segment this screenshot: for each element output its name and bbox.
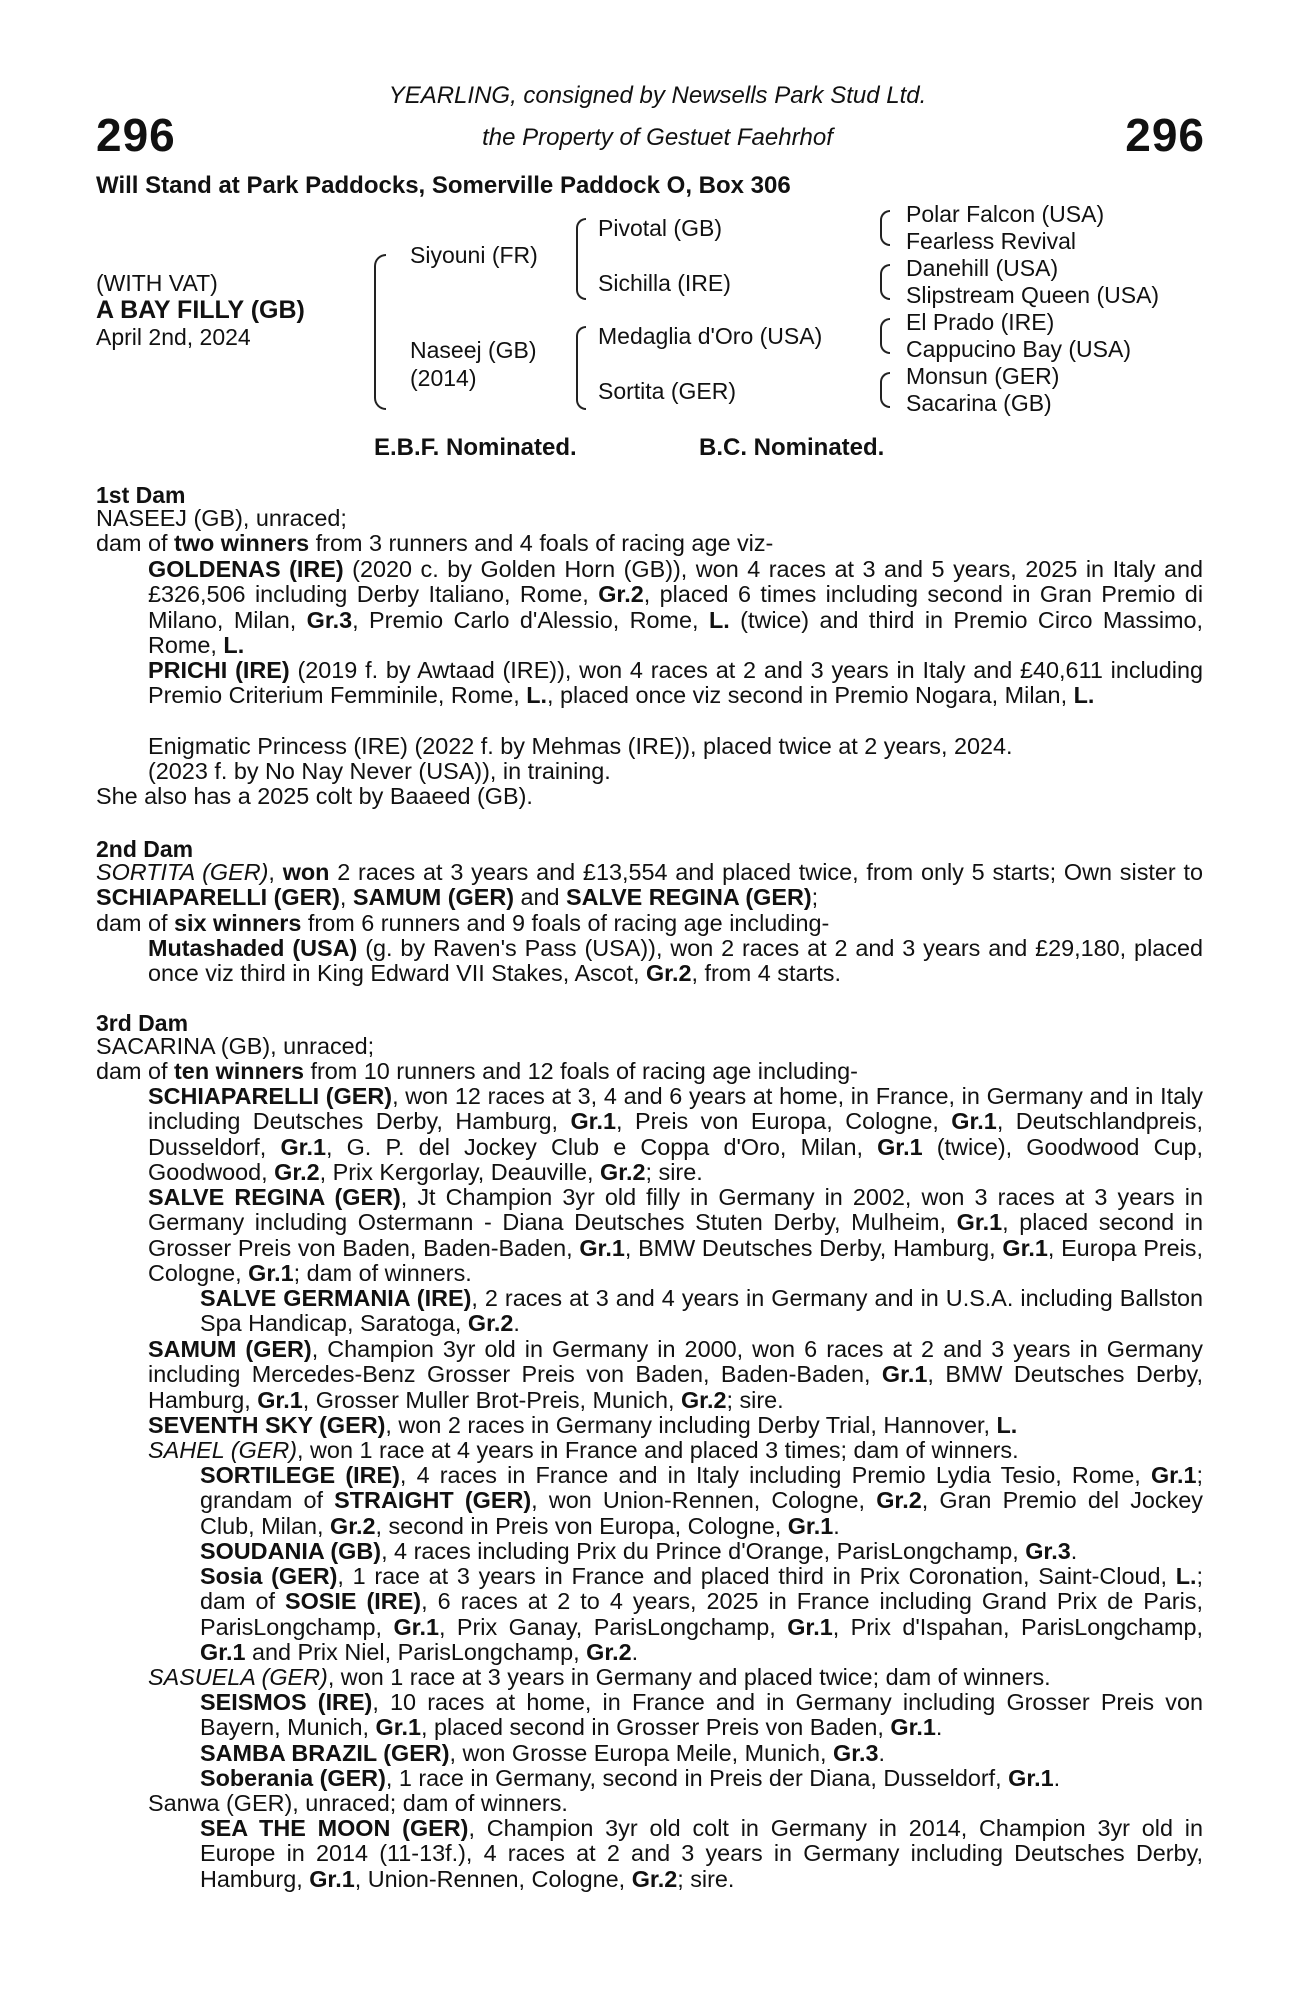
pedigree-brace-main <box>374 254 386 410</box>
horse-name: A BAY FILLY (GB) <box>96 296 305 324</box>
pedigree-sire: Siyouni (FR) <box>410 242 538 268</box>
seismos-entry: SEISMOS (IRE), 10 races at home, in France and in Germany including Grosser Preis von Bayern, Munich, Gr.1, placed second in Grosser Preis von Baden, Gr.1. <box>200 1689 1204 1741</box>
pedigree-g4: Slipstream Queen (USA) <box>906 282 1160 308</box>
sortilege-entry: SORTILEGE (IRE), 4 races in France and in Italy including Premio Lydia Tesio, Rome, Gr.1; grandam of STRAIGHT (GER), won Union-Rennen, Cologne, Gr.2, Gran Premio del Jockey Club, Milan, Gr.2, second in Preis von Europa, Cologne, Gr.1. <box>200 1462 1204 1539</box>
salve-regina-entry: SALVE REGINA (GER), Jt Champion 3yr old filly in Germany in 2002, won 3 races at 3 years in Germany including Ostermann - Diana Deutsches Stuten Derby, Mulheim, Gr.1, placed second in Grosser Preis von Baden, Baden-Baden, Gr.1, BMW Deutsches Derby, Hamburg, Gr.1, Europa Preis, Cologne, Gr.1; dam of winners. <box>148 1184 1203 1286</box>
pedigree-g8: Sacarina (GB) <box>906 390 1052 416</box>
sosia-entry: Sosia (GER), 1 race at 3 years in France and placed third in Prix Coronation, Saint-Cloud, L.; dam of SOSIE (IRE), 6 races at 2 to 4 years, 2025 in France including Grand Prix de Paris, ParisLongchamp, Gr.1, Prix Ganay, ParisLongchamp, Gr.1, Prix d'Ispahan, ParisLongchamp, Gr.1 and Prix Niel, ParisLongchamp, Gr.2. <box>200 1563 1203 1665</box>
pedigree-brace-g1 <box>880 210 890 246</box>
enigmatic-entry: Enigmatic Princess (IRE) (2022 f. by Mehmas (IRE)), placed twice at 2 years, 2024. <box>148 733 1013 759</box>
first-dam-name: NASEEJ (GB), unraced; <box>96 505 347 531</box>
goldenas-entry: GOLDENAS (IRE) (2020 c. by Golden Horn (GB)), won 4 races at 3 and 5 years, 2025 in Italy and £326,506 including Derby Italiano, Rome, Gr.2, placed 6 times including second in Gran Premio di Milano, Milan, Gr.3, Premio Carlo d'Alessio, Rome, L. (twice) and third in Premio Circo Massimo, Rome, L. <box>148 556 1204 658</box>
pedigree-brace-g2 <box>880 264 890 300</box>
third-dam-name: SACARINA (GB), unraced; <box>96 1033 375 1059</box>
schiaparelli-entry: SCHIAPARELLI (GER), won 12 races at 3, 4 and 6 years at home, in France, in Germany and in Italy including Deutsches Derby, Hamburg, Gr.1, Preis von Europa, Cologne, Gr.1, Deutschlandpreis, Dusseldorf, Gr.1, G. P. del Jockey Club e Coppa d'Oro, Milan, Gr.1 (twice), Goodwood Cup, Goodwood, Gr.2, Prix Kergorlay, Deauville, Gr.2; sire. <box>148 1083 1203 1185</box>
samum-entry: SAMUM (GER), Champion 3yr old in Germany in 2000, won 6 races at 2 and 3 years in Germany including Mercedes-Benz Grosser Preis von Baden, Baden-Baden, Gr.1, BMW Deutsches Derby, Hamburg, Gr.1, Grosser Muller Brot-Preis, Munich, Gr.2; sire. <box>148 1336 1203 1413</box>
ebf-nomination: E.B.F. Nominated. <box>374 434 577 461</box>
property-line: the Property of Gestuet Faehrhof <box>482 124 833 151</box>
seventh-sky-entry: SEVENTH SKY (GER), won 2 races in Germany including Derby Trial, Hannover, L. <box>148 1412 1018 1438</box>
pedigree-g7: Monsun (GER) <box>906 363 1060 389</box>
second-dam-entry: SORTITA (GER), won 2 races at 3 years and £13,554 and placed twice, from only 5 starts; Own sister to SCHIAPARELLI (GER), SAMUM (GER) and SALVE REGINA (GER); <box>96 859 1203 911</box>
horse-dob: April 2nd, 2024 <box>96 324 251 350</box>
pedigree-dam: Naseej (GB) <box>410 337 537 363</box>
third-dam-title: 3rd Dam <box>96 1010 189 1036</box>
sahel-entry: SAHEL (GER), won 1 race at 4 years in France and placed 3 times; dam of winners. <box>148 1437 1019 1463</box>
pedigree-dam-year: (2014) <box>410 365 477 391</box>
sanwa-entry: Sanwa (GER), unraced; dam of winners. <box>148 1790 568 1816</box>
pedigree-brace-sire <box>576 218 586 300</box>
pedigree-brace-dam <box>576 326 586 410</box>
pedigree-sire-sire: Pivotal (GB) <box>598 215 722 241</box>
bc-nomination: B.C. Nominated. <box>699 434 885 461</box>
pedigree-g5: El Prado (IRE) <box>906 309 1055 335</box>
unnamed-2023-entry: (2023 f. by No Nay Never (USA)), in training. <box>148 758 611 784</box>
soberania-entry: Soberania (GER), 1 race in Germany, second in Preis der Diana, Dusseldorf, Gr.1. <box>200 1765 1061 1791</box>
lot-number-right: 296 <box>1125 109 1205 161</box>
second-dam-title: 2nd Dam <box>96 836 194 862</box>
pedigree-brace-g3 <box>880 318 890 354</box>
sasuela-entry: SASUELA (GER), won 1 race at 3 years in Germany and placed twice; dam of winners. <box>148 1664 1051 1690</box>
samba-brazil-entry: SAMBA BRAZIL (GER), won Grosse Europa Meile, Munich, Gr.3. <box>200 1740 886 1766</box>
pedigree-g1: Polar Falcon (USA) <box>906 201 1105 227</box>
pedigree-g6: Cappucino Bay (USA) <box>906 336 1131 362</box>
also-has-line: She also has a 2025 colt by Baaeed (GB). <box>96 783 533 809</box>
third-dam-summary: dam of ten winners from 10 runners and 12 foals of racing age including- <box>96 1058 858 1084</box>
soudania-entry: SOUDANIA (GB), 4 races including Prix du Prince d'Orange, ParisLongchamp, Gr.3. <box>200 1538 1078 1564</box>
lot-number-left: 296 <box>96 109 176 161</box>
vat-note: (WITH VAT) <box>96 270 218 296</box>
first-dam-title: 1st Dam <box>96 482 186 508</box>
consignor-line: YEARLING, consigned by Newsells Park Stud Ltd. <box>388 82 927 109</box>
pedigree-dam-dam: Sortita (GER) <box>598 378 737 404</box>
pedigree-brace-g4 <box>880 372 890 408</box>
pedigree-sire-dam: Sichilla (IRE) <box>598 270 731 296</box>
second-dam-summary: dam of six winners from 6 runners and 9 foals of racing age including- <box>96 910 830 936</box>
stand-location: Will Stand at Park Paddocks, Somerville Paddock O, Box 306 <box>96 172 791 199</box>
pedigree-g3: Danehill (USA) <box>906 255 1059 281</box>
pedigree-dam-sire: Medaglia d'Oro (USA) <box>598 323 823 349</box>
pedigree-g2: Fearless Revival <box>906 228 1076 254</box>
mutashaded-entry: Mutashaded (USA) (g. by Raven's Pass (USA)), won 2 races at 2 and 3 years and £29,180, placed once viz third in King Edward VII Stakes, Ascot, Gr.2, from 4 starts. <box>148 935 1203 987</box>
sea-the-moon-entry: SEA THE MOON (GER), Champion 3yr old colt in Germany in 2014, Champion 3yr old in Europe in 2014 (11-13f.), 4 races at 2 and 3 years in Germany including Deutsches Derby, Hamburg, Gr.1, Union-Rennen, Cologne, Gr.2; sire. <box>200 1815 1203 1892</box>
salve-germania-entry: SALVE GERMANIA (IRE), 2 races at 3 and 4 years in Germany and in U.S.A. including Ballston Spa Handicap, Saratoga, Gr.2. <box>200 1285 1203 1337</box>
first-dam-summary: dam of two winners from 3 runners and 4 foals of racing age viz- <box>96 530 774 556</box>
prichi-entry: PRICHI (IRE) (2019 f. by Awtaad (IRE)), won 4 races at 2 and 3 years in Italy and £40,611 including Premio Criterium Femminile, Rome, L., placed once viz second in Premio Nogara, Milan, L. <box>148 657 1203 709</box>
